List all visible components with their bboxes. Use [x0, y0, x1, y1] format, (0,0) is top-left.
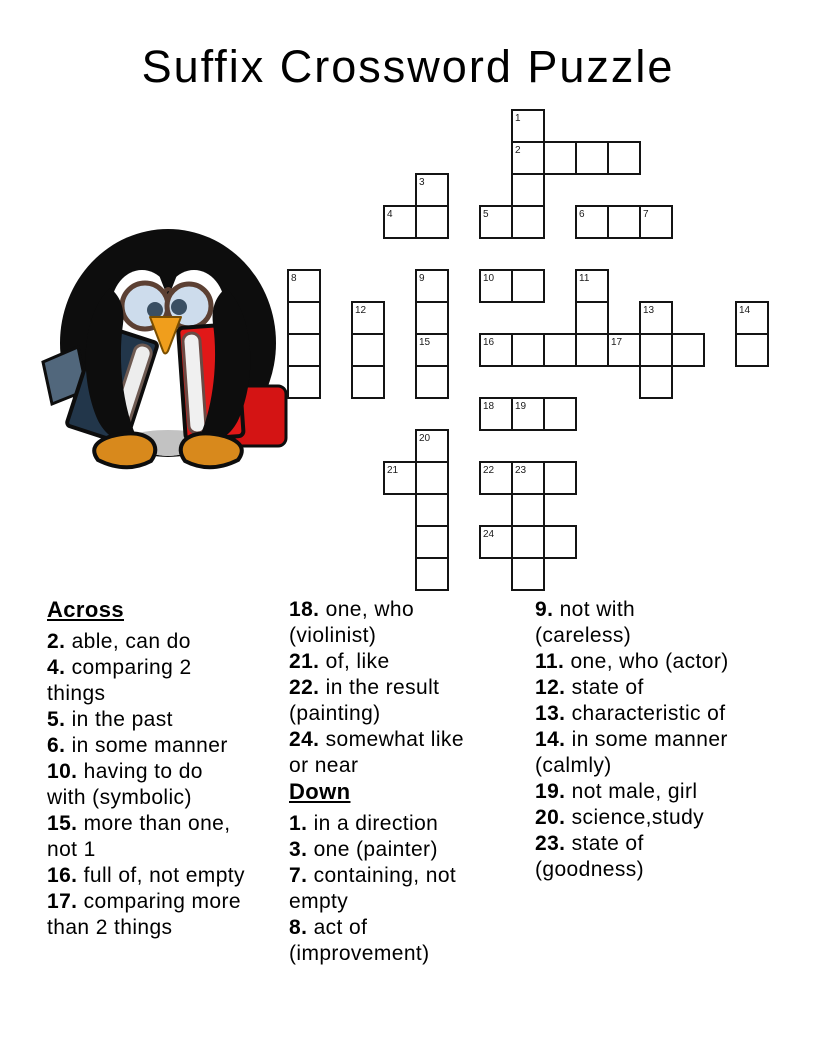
- clue-line: 21. of, like: [289, 650, 390, 673]
- clue: [289, 675, 534, 727]
- clue-number: 3.: [289, 838, 308, 861]
- grid-cell-number: 7: [643, 209, 649, 220]
- grid-cell-number: 23: [515, 465, 527, 476]
- grid-cell: [576, 142, 608, 174]
- grid-cell-number: 5: [483, 209, 489, 220]
- clue-number: 8.: [289, 916, 308, 939]
- grid-cell: [352, 366, 384, 398]
- clue: [289, 837, 534, 863]
- clue-number: 2.: [47, 630, 66, 653]
- clue: [289, 649, 534, 675]
- clue-number: 12.: [535, 676, 566, 699]
- grid-cell-number: 16: [483, 337, 495, 348]
- clue-line: 23. state of: [535, 832, 644, 855]
- clue-line: 14. in some manner: [535, 728, 728, 751]
- grid-cell: [512, 174, 544, 206]
- clue-line: 16. full of, not empty: [47, 864, 245, 887]
- grid-cell-number: 17: [611, 337, 623, 348]
- clue-column-across: [47, 597, 292, 941]
- clue-number: 19.: [535, 780, 566, 803]
- grid-cell: [512, 334, 544, 366]
- grid-cell-number: 11: [579, 273, 590, 284]
- clue-line: 19. not male, girl: [535, 780, 698, 803]
- page-title: Suffix Crossword Puzzle: [141, 41, 675, 92]
- clue-number: 10.: [47, 760, 78, 783]
- grid-cell: [416, 558, 448, 590]
- crossword-grid: [286, 108, 770, 592]
- grid-cell-number: 8: [291, 273, 297, 284]
- clue-column-middle: [289, 597, 534, 967]
- grid-cell-number: 20: [419, 433, 431, 444]
- grid-cell-number: 14: [739, 305, 751, 316]
- clue: [47, 863, 292, 889]
- grid-cell: [640, 334, 672, 366]
- clue: [289, 863, 534, 915]
- grid-cell-number: 1: [515, 113, 521, 124]
- grid-cell: [544, 334, 576, 366]
- clue-number: 7.: [289, 864, 308, 887]
- penguin-icon: [38, 220, 288, 480]
- clue-heading: Down: [289, 779, 351, 804]
- clue: [47, 759, 292, 811]
- clue-line: 22. in the result: [289, 676, 440, 699]
- clue-line: 5. in the past: [47, 708, 173, 731]
- clue-line: 11. one, who (actor): [535, 650, 729, 673]
- grid-cell-number: 3: [419, 177, 425, 188]
- clue-number: 6.: [47, 734, 66, 757]
- grid-cell: [512, 494, 544, 526]
- clue-line: 24. somewhat like: [289, 728, 464, 751]
- grid-cell: [416, 494, 448, 526]
- clue-column-down: [535, 597, 780, 883]
- grid-cell-number: 9: [419, 273, 425, 284]
- grid-cell: [544, 526, 576, 558]
- clue-line: (goodness): [535, 858, 645, 881]
- clue-number: 14.: [535, 728, 566, 751]
- clue: [289, 811, 534, 837]
- clue-line: 8. act of: [289, 916, 368, 939]
- grid-cell-number: 18: [483, 401, 495, 412]
- penguin-right-pupil: [171, 299, 187, 315]
- grid-cell: [288, 302, 320, 334]
- clue-line: (calmly): [535, 754, 612, 777]
- grid-cell: [576, 334, 608, 366]
- clue: [289, 915, 534, 967]
- grid-cell: [608, 206, 640, 238]
- grid-cell: [672, 334, 704, 366]
- clue-number: 4.: [47, 656, 66, 679]
- clue: [47, 889, 292, 941]
- grid-cell: [544, 462, 576, 494]
- grid-cell-number: 15: [419, 337, 431, 348]
- clue: [47, 733, 292, 759]
- clue-line: 20. science,study: [535, 806, 705, 829]
- grid-cell: [544, 398, 576, 430]
- grid-cell-number: 13: [643, 305, 655, 316]
- grid-cell: [576, 302, 608, 334]
- clue: [535, 701, 780, 727]
- grid-cell: [416, 366, 448, 398]
- clue-line: empty: [289, 890, 349, 913]
- grid-cell: [288, 334, 320, 366]
- grid-cell: [512, 558, 544, 590]
- clue: [535, 675, 780, 701]
- clue-line: 1. in a direction: [289, 812, 439, 835]
- clue: [47, 811, 292, 863]
- penguin-left-pupil: [147, 302, 163, 318]
- clue-line: 6. in some manner: [47, 734, 228, 757]
- grid-cell: [416, 206, 448, 238]
- clue: [535, 727, 780, 779]
- clue: [289, 597, 534, 649]
- clue-line: than 2 things: [47, 916, 173, 939]
- clue-line: (improvement): [289, 942, 430, 965]
- clue-number: 22.: [289, 676, 320, 699]
- clue-line: not 1: [47, 838, 96, 861]
- penguin-right-foot: [181, 433, 242, 467]
- grid-cell: [512, 270, 544, 302]
- clue-number: 11.: [535, 650, 565, 673]
- clue-line: 18. one, who: [289, 598, 415, 621]
- grid-cell-number: 21: [387, 465, 399, 476]
- clue-line: with (symbolic): [47, 786, 192, 809]
- penguin-illustration: [38, 220, 288, 480]
- clue-line: 3. one (painter): [289, 838, 438, 861]
- clue-number: 5.: [47, 708, 66, 731]
- clue-number: 15.: [47, 812, 78, 835]
- clue-number: 23.: [535, 832, 566, 855]
- clue: [47, 707, 292, 733]
- grid-cell-number: 4: [387, 209, 393, 220]
- clue: [535, 831, 780, 883]
- clue-line: 15. more than one,: [47, 812, 231, 835]
- clue-line: 10. having to do: [47, 760, 203, 783]
- clue-number: 17.: [47, 890, 78, 913]
- grid-cell-number: 12: [355, 305, 367, 316]
- clue: [47, 655, 292, 707]
- clue-line: 13. characteristic of: [535, 702, 726, 725]
- grid-cell: [352, 334, 384, 366]
- clue-heading: Across: [47, 597, 124, 622]
- clue-number: 21.: [289, 650, 320, 673]
- clue-number: 9.: [535, 598, 554, 621]
- grid-cell-number: 6: [579, 209, 585, 220]
- clue: [289, 727, 534, 779]
- clue-line: things: [47, 682, 106, 705]
- clue: [535, 649, 780, 675]
- clue-line: 12. state of: [535, 676, 644, 699]
- clue-line: (violinist): [289, 624, 377, 647]
- grid-cell-number: 2: [515, 145, 521, 156]
- clue-number: 24.: [289, 728, 320, 751]
- clue-line: 9. not with: [535, 598, 636, 621]
- grid-cell: [608, 142, 640, 174]
- grid-cell: [512, 206, 544, 238]
- clue-number: 18.: [289, 598, 320, 621]
- clue-number: 1.: [289, 812, 308, 835]
- clue-line: 4. comparing 2: [47, 656, 192, 679]
- clue-number: 16.: [47, 864, 78, 887]
- clue-line: 7. containing, not: [289, 864, 457, 887]
- grid-cell: [416, 302, 448, 334]
- clue-number: 20.: [535, 806, 566, 829]
- grid-cell: [736, 334, 768, 366]
- grid-cell: [640, 366, 672, 398]
- grid-cell: [544, 142, 576, 174]
- grid-cell: [416, 526, 448, 558]
- clue: [47, 629, 292, 655]
- grid-cell: [288, 366, 320, 398]
- grid-cell-number: 19: [515, 401, 527, 412]
- clue-line: (painting): [289, 702, 381, 725]
- clue-line: 2. able, can do: [47, 630, 191, 653]
- clue-line: 17. comparing more: [47, 890, 241, 913]
- clue-line: (careless): [535, 624, 632, 647]
- grid-cell-number: 10: [483, 273, 495, 284]
- clue: [535, 805, 780, 831]
- penguin-left-foot: [94, 433, 155, 467]
- grid-cell-number: 24: [483, 529, 495, 540]
- grid-cell-number: 22: [483, 465, 495, 476]
- clue: [535, 597, 780, 649]
- clue: [535, 779, 780, 805]
- clue-line: or near: [289, 754, 359, 777]
- clue-number: 13.: [535, 702, 566, 725]
- grid-cell: [416, 462, 448, 494]
- grid-cell: [512, 526, 544, 558]
